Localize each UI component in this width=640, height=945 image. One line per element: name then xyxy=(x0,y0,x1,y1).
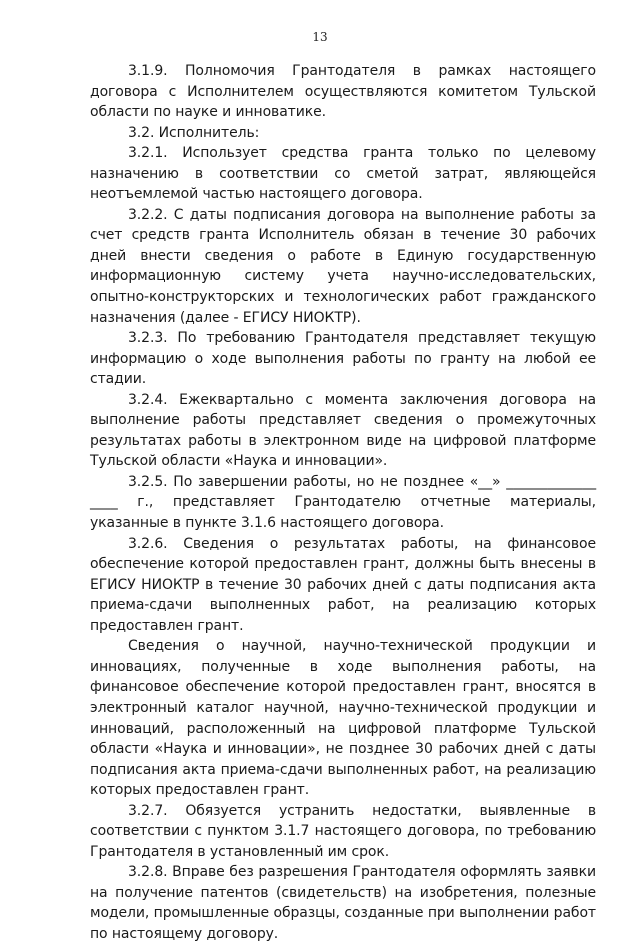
paragraph-3-2-8: 3.2.8. Вправе без разрешения Грантодателя оформлять заявки на получение патентов (свидетельств) на изобретения, полезные модели, промышленные образцы, созданные при выполнении работ по настоящему договору. xyxy=(90,864,596,942)
paragraph-3-2-6: 3.2.6. Сведения о результатах работы, на финансовое обеспечение которой предоставлен грант, должны быть внесены в ЕГИСУ НИОКТР в течение 30 рабочих дней с даты подписания акта приема-сдачи выполненных работ, на реализацию которых предоставлен грант. xyxy=(90,535,596,634)
paragraph-3-2-6-continued: Сведения о научной, научно-технической продукции и инновациях, полученные в ходе выполнения работы, на финансовое обеспечение которой предоставлен грант, вносятся в электронный каталог научной, научно-технической продукции и инноваций, расположенный на цифровой платформе Тульской области «Наука и инновации», не позднее 30 рабочих дней с даты подписания акта приема-сдачи выполненных работ, на реализацию которых предоставлен грант. xyxy=(90,638,596,799)
paragraph-3-2-1: 3.2.1. Использует средства гранта только по целевому назначению в соответствии со сметой затрат, являющейся неотъемлемой частью настоящего договора. xyxy=(90,145,596,203)
document-body xyxy=(90,61,596,945)
paragraph-3-2-2: 3.2.2. С даты подписания договора на выполнение работы за счет средств гранта Исполнитель обязан в течение 30 рабочих дней внести сведения о работе в Единую государственную информационную систему учета научно-исследовательских, опытно-конструкторских и технологических работ гражданского назначения (далее - ЕГИСУ НИОКТР). xyxy=(90,206,596,326)
paragraph-3-1-9: 3.1.9. Полномочия Грантодателя в рамках настоящего договора с Исполнителем осуществляются комитетом Тульской области по науке и инноватике. xyxy=(90,63,596,121)
page-number: 13 xyxy=(312,30,328,44)
paragraph-3-2-5: 3.2.5. По завершении работы, но не позднее «__» _____________ ____ г., представляет Грантодателю отчетные материалы, указанные в пункте 3.1.6 настоящего договора. xyxy=(90,473,596,532)
paragraph-3-2-7: 3.2.7. Обязуется устранить недостатки, выявленные в соответствии с пунктом 3.1.7 настоящего договора, по требованию Грантодателя в установленный им срок. xyxy=(90,802,596,860)
paragraph-3-2: 3.2. Исполнитель: xyxy=(128,124,260,141)
paragraph-3-2-4: 3.2.4. Ежеквартально с момента заключения договора на выполнение работы представляет сведения о промежуточных результатах работы в электронном виде на цифровой платформе Тульской области «Наука и инновации». xyxy=(90,391,596,470)
paragraph-3-2-3: 3.2.3. По требованию Грантодателя представляет текущую информацию о ходе выполнения работы по гранту на любой ее стадии. xyxy=(90,330,596,388)
